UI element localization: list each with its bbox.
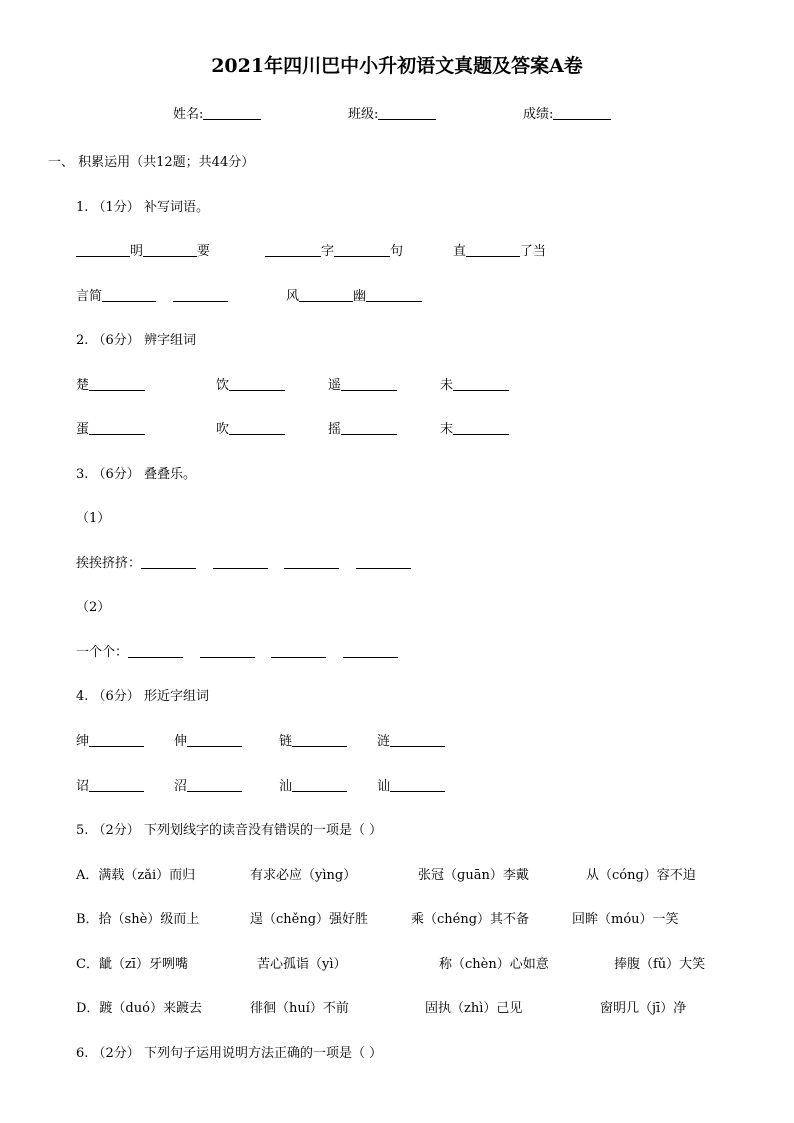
q5-option-a-2: 有求必应（yìng） <box>250 868 357 883</box>
q2-item[interactable] <box>328 418 397 437</box>
q4-char: 涟 <box>377 734 391 749</box>
q5-option-c-3: 称（chèn）心如意 <box>439 957 549 972</box>
q5-option-d-1[interactable]: D．踱（duó）来踱去 <box>76 1001 202 1016</box>
q5-option-c-4: 捧腹（fǔ）大笑 <box>614 957 706 972</box>
q5-option-c-2: 苦心孤诣（yì） <box>257 957 347 972</box>
q5-option-a-3: 张冠（ɡuān）李戴 <box>418 868 529 883</box>
q4-char: 伸 <box>174 734 188 749</box>
q4-char: 沼 <box>174 779 188 794</box>
question-5-title: 5. （2分） 下列划线字的读音没有错误的一项是（ ） <box>76 823 383 838</box>
q2-item[interactable] <box>440 418 509 437</box>
q3-line-label: 一个个： <box>76 645 129 660</box>
q5-option-d-2: 徘徊（huí）不前 <box>250 1001 349 1016</box>
q4-item[interactable] <box>174 775 242 794</box>
question-1-title: 1. （1分） 补写词语。 <box>76 200 209 215</box>
q3-line-1[interactable] <box>76 552 411 571</box>
q2-item[interactable] <box>216 374 285 393</box>
q2-item[interactable] <box>440 374 509 393</box>
q1-char: 风 <box>286 289 300 304</box>
q2-char: 饮 <box>216 378 230 393</box>
q4-char: 绅 <box>76 734 90 749</box>
q3-line-2[interactable] <box>76 641 398 660</box>
score-label: 成绩: <box>523 107 554 122</box>
q5-option-d-4: 窗明几（jī）净 <box>600 1001 687 1016</box>
q3-sub-2: （2） <box>76 600 111 615</box>
q5-option-a-1[interactable]: A．满载（zǎi）而归 <box>76 868 196 883</box>
q1-char: 字 <box>321 244 335 259</box>
q4-item[interactable] <box>377 775 445 794</box>
q4-char: 链 <box>279 734 293 749</box>
q4-item[interactable] <box>174 730 242 749</box>
q4-char: 诏 <box>76 779 90 794</box>
q1-char: 言简 <box>76 289 103 304</box>
q4-char: 汕 <box>279 779 293 794</box>
q2-char: 楚 <box>76 378 90 393</box>
q1-blank-row-1c[interactable] <box>453 240 546 259</box>
q2-char: 遥 <box>328 378 342 393</box>
question-6-title: 6. （2分） 下列句子运用说明方法正确的一项是（ ） <box>76 1046 383 1061</box>
q2-item[interactable] <box>328 374 397 393</box>
q1-char: 直 <box>453 244 467 259</box>
q1-blank-row-1b[interactable] <box>265 240 403 259</box>
question-3-title: 3. （6分） 叠叠乐。 <box>76 467 196 482</box>
q5-option-b-2: 逞（chěng）强好胜 <box>250 912 369 927</box>
score-field[interactable] <box>523 103 611 122</box>
q1-char: 幽 <box>353 289 367 304</box>
q1-blank-row-2[interactable] <box>76 285 228 304</box>
q2-item[interactable] <box>76 374 145 393</box>
q2-char: 未 <box>440 378 454 393</box>
class-field[interactable] <box>348 103 436 122</box>
page-title: 2021年四川巴中小升初语文真题及答案A卷 <box>211 55 583 77</box>
q4-char: 讪 <box>377 779 391 794</box>
q4-item[interactable] <box>76 775 144 794</box>
q2-char: 蛋 <box>76 422 90 437</box>
q4-item[interactable] <box>279 730 347 749</box>
q1-blank-row-1[interactable] <box>76 240 210 259</box>
question-2-title: 2. （6分） 辨字组词 <box>76 333 196 348</box>
q2-char: 末 <box>440 422 454 437</box>
q1-char: 要 <box>197 244 211 259</box>
q2-item[interactable] <box>216 418 285 437</box>
q4-item[interactable] <box>76 730 144 749</box>
q5-option-b-1[interactable]: B．拾（shè）级而上 <box>76 912 200 927</box>
q4-item[interactable] <box>279 775 347 794</box>
q5-option-a-4: 从（cónɡ）容不迫 <box>586 868 696 883</box>
q1-char: 了当 <box>520 244 547 259</box>
q2-item[interactable] <box>76 418 145 437</box>
q1-blank-row-2b[interactable] <box>286 285 422 304</box>
class-label: 班级: <box>348 107 379 122</box>
q5-option-b-3: 乘（chéng）其不备 <box>411 912 530 927</box>
q2-char: 摇 <box>328 422 342 437</box>
name-field[interactable] <box>173 103 261 122</box>
q5-option-c-1[interactable]: C．龇（zī）牙咧嘴 <box>76 957 188 972</box>
q2-char: 吹 <box>216 422 230 437</box>
section-heading: 一、 积累运用（共12题；共44分） <box>48 155 255 170</box>
q4-item[interactable] <box>377 730 445 749</box>
q1-char: 句 <box>390 244 404 259</box>
q3-sub-1: （1） <box>76 511 111 526</box>
q1-char: 明 <box>130 244 144 259</box>
q3-line-label: 挨挨挤挤： <box>76 556 142 571</box>
q5-option-b-4: 回眸（móu）一笑 <box>572 912 679 927</box>
q5-option-d-3: 固执（zhì）己见 <box>425 1001 523 1016</box>
name-label: 姓名: <box>173 107 204 122</box>
question-4-title: 4. （6分） 形近字组词 <box>76 689 209 704</box>
